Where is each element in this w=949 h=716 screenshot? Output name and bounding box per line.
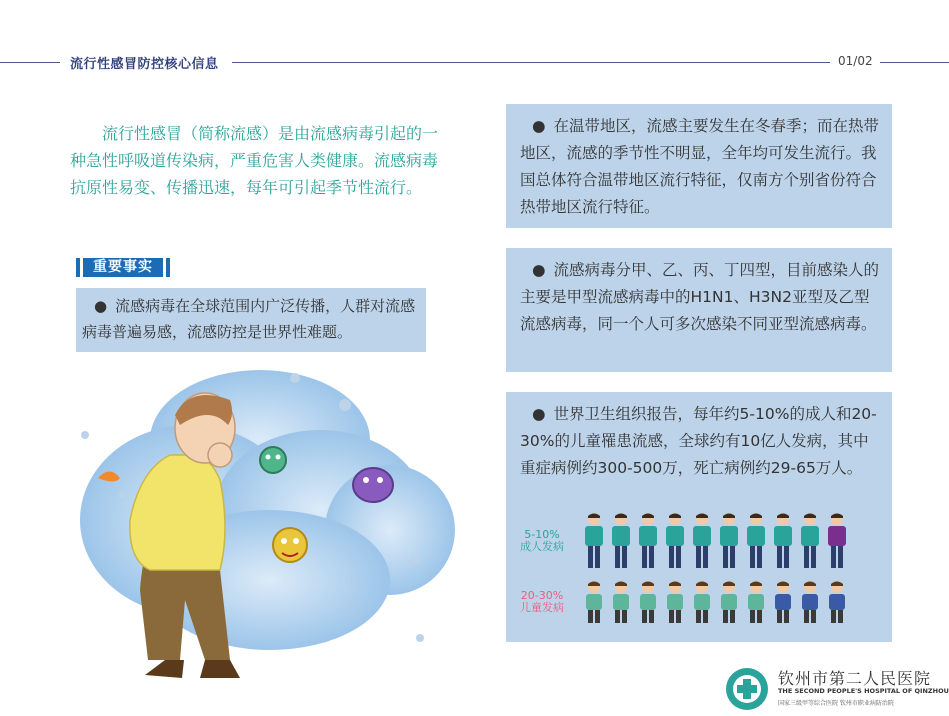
child-person-icon: [636, 580, 660, 624]
hospital-logo: [724, 666, 949, 712]
adult-people-icons: [582, 512, 849, 570]
hospital-name-en: THE SECOND PEOPLE'S HOSPITAL OF QINZHOU: [778, 687, 949, 695]
adult-person-icon: [582, 512, 606, 570]
hospital-cross-icon: [724, 666, 770, 712]
child-person-icon: [582, 580, 606, 624]
yellow-germ-icon: [273, 528, 307, 562]
page-number: 01/02: [838, 54, 873, 68]
adult-person-icon: [636, 512, 660, 570]
intro-paragraph: 流行性感冒（简称流感）是由流感病毒引起的一种急性呼吸道传染病，严重危害人类健康。流感病毒抗原性易变、传播迅速，每年可引起季节性流行。: [70, 124, 439, 197]
header-line-left: [0, 62, 60, 63]
adult-person-icon: [744, 512, 768, 570]
adult-person-icon: [663, 512, 687, 570]
facts-label-bar-left: [76, 258, 80, 277]
page-title: 流行性感冒防控核心信息: [70, 57, 219, 72]
affected-child-person-icon: [825, 580, 849, 624]
affected-child-person-icon: [771, 580, 795, 624]
green-germ-icon: [260, 447, 286, 473]
adult-stat-row: [514, 512, 849, 570]
fact-box-2: [506, 104, 892, 228]
adult-stat-label: [514, 529, 570, 553]
bullet-icon: ●: [94, 297, 108, 315]
affected-child-person-icon: [798, 580, 822, 624]
child-people-icons: [582, 580, 849, 624]
purple-germ-icon: [353, 468, 393, 502]
child-person-icon: [690, 580, 714, 624]
header-line-right: [880, 62, 949, 63]
fact-text-1: 流感病毒在全球范围内广泛传播，人群对流感病毒普遍易感，流感防控是世界性难题。: [82, 297, 416, 341]
child-person-icon: [663, 580, 687, 624]
affected-adult-person-icon: [825, 512, 849, 570]
child-stat-pct: 20-30%: [520, 589, 564, 602]
adult-person-icon: [798, 512, 822, 570]
adult-stat-text: 成人发病: [520, 540, 564, 553]
child-stat-label: [514, 590, 570, 614]
hospital-name: 钦州市第二人民医院: [778, 669, 932, 688]
bullet-icon: ●: [532, 117, 546, 135]
facts-label-text: 重要事实: [83, 258, 163, 277]
adult-person-icon: [717, 512, 741, 570]
bullet-icon: ●: [532, 261, 546, 279]
fact-text-4: 世界卫生组织报告，每年约5-10%的成人和20-30%的儿童罹患流感，全球约有10亿人发病，其中重症病例约300-500万，死亡病例约29-65万人。: [520, 405, 877, 477]
bullet-icon: ●: [532, 405, 546, 423]
facts-label: [76, 258, 170, 277]
fact-text-2: 在温带地区，流感主要发生在冬春季；而在热带地区，流感的季节性不明显，全年均可发生流行。我国总体符合温带地区流行特征，仅南方个别省份符合热带地区流行特征。: [520, 117, 880, 216]
sneezing-person-illustration: [70, 360, 470, 705]
adult-person-icon: [771, 512, 795, 570]
child-stat-text: 儿童发病: [520, 601, 564, 614]
child-person-icon: [744, 580, 768, 624]
child-person-icon: [609, 580, 633, 624]
adult-stat-pct: 5-10%: [524, 528, 560, 541]
hospital-subtitle: 国家三级甲等综合医院 钦州市职业病防治院: [778, 700, 894, 707]
fact-box-3: [506, 248, 892, 372]
fact-box-1: [76, 288, 426, 352]
header-line-middle: [232, 62, 830, 63]
child-person-icon: [717, 580, 741, 624]
adult-person-icon: [690, 512, 714, 570]
adult-person-icon: [609, 512, 633, 570]
facts-label-bar-right: [166, 258, 170, 277]
child-stat-row: [514, 580, 849, 624]
fact-text-3: 流感病毒分甲、乙、丙、丁四型，目前感染人的主要是甲型流感病毒中的H1N1、H3N2亚型及乙型流感病毒，同一个人可多次感染不同亚型流感病毒。: [520, 261, 880, 333]
